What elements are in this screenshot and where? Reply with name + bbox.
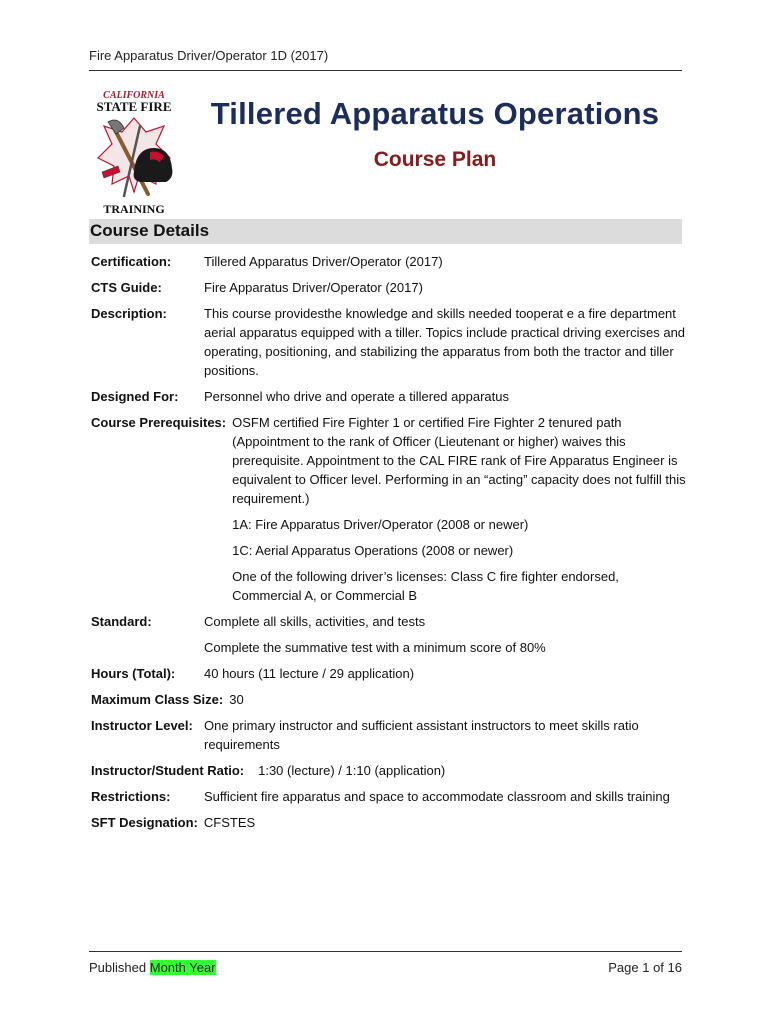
sft-designation-label: SFT Designation: — [91, 815, 198, 830]
published-date-placeholder: Month Year — [149, 960, 216, 975]
description-row — [91, 304, 686, 380]
ratio-label: Instructor/Student Ratio: — [91, 763, 245, 778]
state-fire-training-logo — [84, 86, 184, 216]
sft-designation-value: CFSTES — [203, 815, 256, 830]
running-header: Fire Apparatus Driver/Operator 1D (2017) — [89, 48, 329, 63]
description-value: This course providesthe knowledge and skills needed tooperat e a fire department aerial apparatus equipped with a tiller. Topics include practical driving exercises and operating, positioning, and stabilizing the apparatus from both the tractor and tiller positions. — [204, 306, 686, 378]
logo-bottom-text: TRAINING — [103, 202, 165, 216]
section-title: Course Details — [90, 221, 210, 240]
published-label: Published — [89, 960, 147, 975]
cts-guide-value: Fire Apparatus Driver/Operator (2017) — [204, 280, 423, 295]
hours-label: Hours (Total): — [91, 666, 176, 681]
logo-top-text: CALIFORNIA — [103, 90, 165, 101]
hours-row — [91, 664, 686, 683]
designed-for-label: Designed For: — [91, 389, 179, 404]
standard-item: Complete all skills, activities, and tests — [204, 614, 426, 629]
ratio-value: 1:30 (lecture) / 1:10 (application) — [258, 763, 446, 778]
certification-row — [91, 252, 686, 271]
prerequisites-list — [232, 413, 686, 605]
cts-guide-label: CTS Guide: — [91, 280, 162, 295]
max-class-size-row — [91, 690, 686, 709]
prerequisite-item: 1A: Fire Apparatus Driver/Operator (2008 or newer) — [232, 517, 529, 532]
instructor-level-label: Instructor Level: — [91, 718, 193, 733]
prerequisite-item: 1C: Aerial Apparatus Operations (2008 or newer) — [232, 543, 514, 558]
standard-list — [204, 612, 686, 657]
prerequisites-label: Course Prerequisites: — [91, 415, 227, 430]
standard-label: Standard: — [91, 614, 152, 629]
designed-for-row — [91, 387, 686, 406]
cts-guide-row — [91, 278, 686, 297]
ratio-row — [91, 761, 686, 780]
designed-for-value: Personnel who drive and operate a tillered apparatus — [204, 389, 509, 404]
restrictions-label: Restrictions: — [91, 789, 171, 804]
header-rule — [89, 70, 682, 71]
restrictions-row — [91, 787, 686, 806]
max-class-size-label: Maximum Class Size: — [91, 692, 224, 707]
logo-middle-text: STATE FIRE — [96, 99, 172, 114]
standard-row — [91, 612, 686, 657]
description-label: Description: — [91, 306, 167, 321]
certification-label: Certification: — [91, 254, 172, 269]
course-details — [91, 252, 686, 839]
instructor-level-row — [91, 716, 686, 754]
certification-value: Tillered Apparatus Driver/Operator (2017) — [204, 254, 443, 269]
standard-item: Complete the summative test with a minimum score of 80% — [204, 640, 546, 655]
restrictions-value: Sufficient fire apparatus and space to accommodate classroom and skills training — [204, 789, 670, 804]
instructor-level-value: One primary instructor and sufficient assistant instructors to meet skills ratio requirements — [204, 718, 639, 752]
prerequisite-item: One of the following driver’s licenses: Class C fire fighter endorsed, Commercial A, or Commercial B — [232, 569, 619, 603]
footer-published — [89, 960, 216, 975]
document-title: Tillered Apparatus Operations — [210, 96, 660, 131]
page-number: Page 1 of 16 — [608, 960, 682, 975]
prerequisite-item: OSFM certified Fire Fighter 1 or certified Fire Fighter 2 tenured path (Appointment to the rank of Officer (Lieutenant or higher) waives this prerequisite. Appointment to the CAL FIRE rank of Fire Apparatus Engineer is equivalent to Officer level. Performing in an “acting” capacity does not fulfill this requirement.) — [232, 415, 686, 506]
document-subtitle: Course Plan — [373, 148, 497, 171]
prerequisites-row — [91, 413, 686, 605]
footer-rule — [89, 951, 682, 952]
hours-value: 40 hours (11 lecture / 29 application) — [204, 666, 415, 681]
max-class-size-value: 30 — [229, 692, 244, 707]
sft-designation-row — [91, 813, 686, 832]
